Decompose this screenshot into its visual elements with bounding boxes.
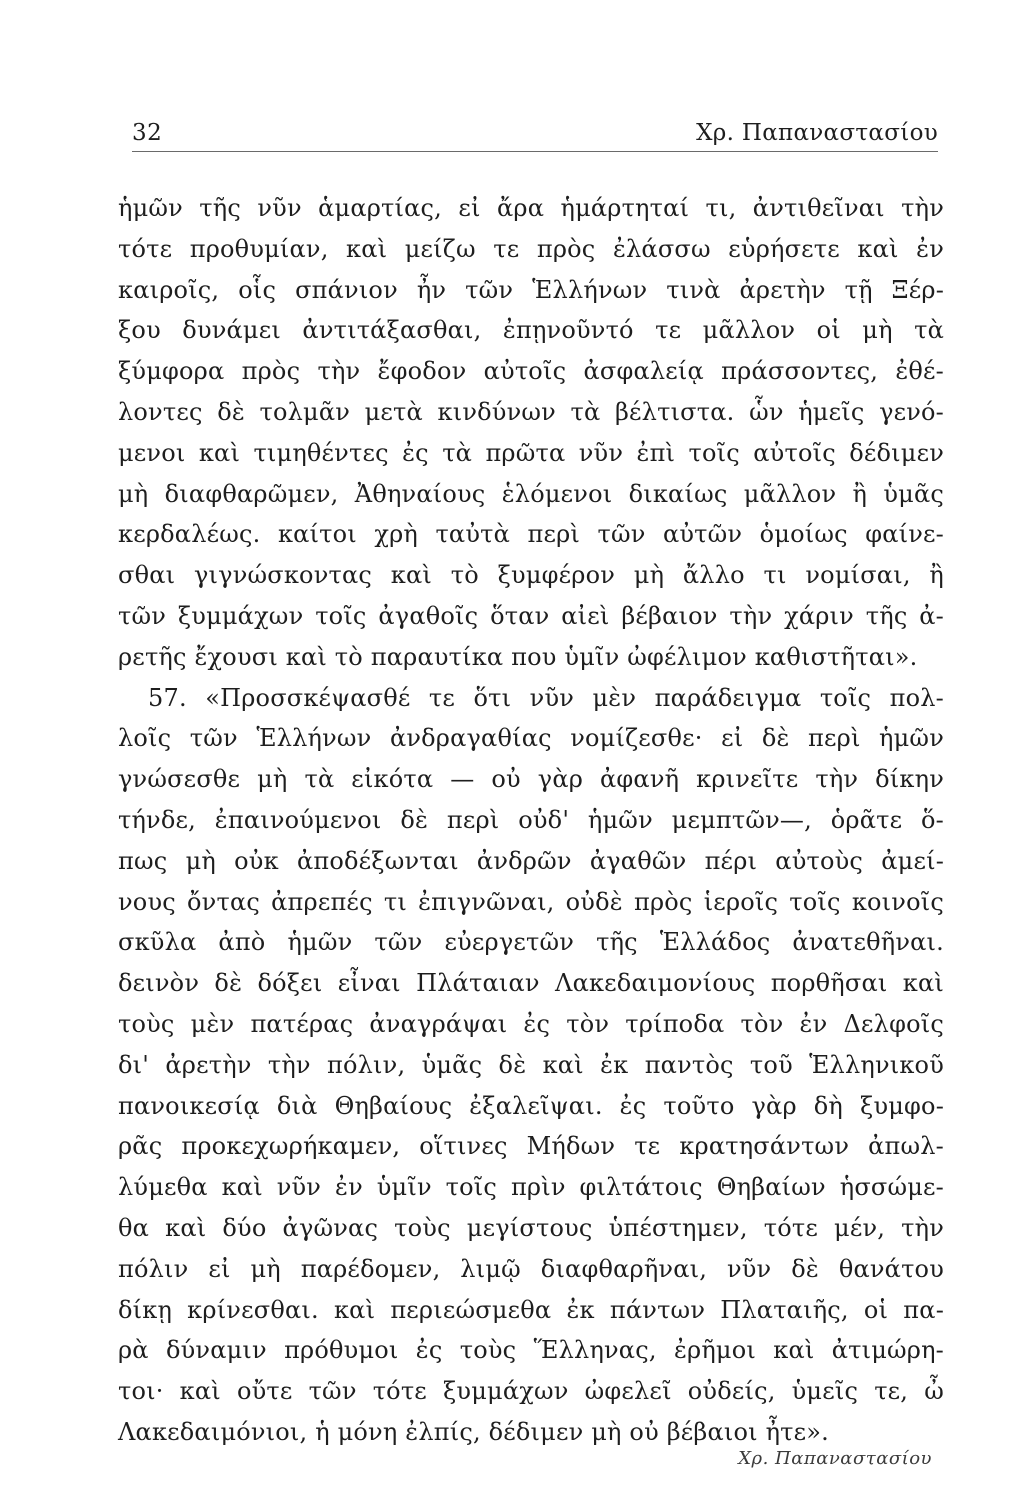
- text-line: ρὰ δύναμιν πρόθυμοι ἐς τοὺς Ἕλληνας, ἐρῆμοι καὶ ἀτιμώρη-: [118, 1336, 944, 1365]
- text-line: τοι· καὶ οὔτε τῶν τότε ξυμμάχων ὠφελεῖ οὐδείς, ὑμεῖς τε, ὦ: [118, 1377, 944, 1406]
- text-line: ξύμφορα πρὸς τὴν ἔφοδον αὐτοῖς ἀσφαλείᾳ πράσσοντες, ἐθέ-: [118, 357, 944, 386]
- text-line: γνώσεσθε μὴ τὰ εἰκότα — οὐ γὰρ ἀφανῆ κρινεῖτε τὴν δίκην: [118, 765, 944, 794]
- header-rule: [132, 151, 938, 152]
- text-line: τοὺς μὲν πατέρας ἀναγράψαι ἐς τὸν τρίποδα τὸν ἐν Δελφοῖς: [118, 1009, 944, 1038]
- page-number: 32: [132, 120, 163, 146]
- text-line: μενοι καὶ τιμηθέντες ἐς τὰ πρῶτα νῦν ἐπὶ τοῖς αὐτοῖς δέδιμεν: [118, 438, 944, 467]
- text-line: πως μὴ οὐκ ἀποδέξωνται ἀνδρῶν ἀγαθῶν πέρι αὐτοὺς ἀμεί-: [118, 846, 944, 875]
- text-line: σκῦλα ἀπὸ ἡμῶν τῶν εὐεργετῶν τῆς Ἑλλάδος ἀνατεθῆναι.: [118, 928, 944, 957]
- text-line: τῶν ξυμμάχων τοῖς ἀγαθοῖς ὅταν αἰεὶ βέβαιον τὴν χάριν τῆς ἀ-: [118, 601, 944, 630]
- text-line: ξου δυνάμει ἀντιτάξασθαι, ἐπῃνοῦντό τε μᾶλλον οἱ μὴ τὰ: [118, 316, 944, 345]
- body-text: [118, 188, 944, 1453]
- text-line: λύμεθα καὶ νῦν ἐν ὑμῖν τοῖς πρὶν φιλτάτοις Θηβαίων ἡσσώμε-: [118, 1173, 944, 1202]
- text-line: καιροῖς, οἷς σπάνιον ἦν τῶν Ἑλλήνων τινὰ ἀρετὴν τῇ Ξέρ-: [118, 275, 944, 304]
- text-line: λοῖς τῶν Ἑλλήνων ἀνδραγαθίας νομίζεσθε· εἰ δὲ περὶ ἡμῶν: [118, 724, 944, 753]
- text-line: πανοικεσίᾳ διὰ Θηβαίους ἐξαλεῖψαι. ἐς τοῦτο γὰρ δὴ ξυμφο-: [118, 1091, 944, 1120]
- text-line: δίκῃ κρίνεσθαι. καὶ περιεώσμεθα ἐκ πάντων Πλαταιῆς, οἱ πα-: [118, 1295, 944, 1324]
- text-line: λοντες δὲ τολμᾶν μετὰ κινδύνων τὰ βέλτιστα. ὧν ἡμεῖς γενό-: [118, 397, 944, 426]
- text-line: σθαι γιγνώσκοντας καὶ τὸ ξυμφέρον μὴ ἄλλο τι νομίσαι, ἢ: [118, 561, 944, 590]
- header-author: Χρ. Παπαναστασίου: [696, 120, 938, 146]
- text-line: ἡμῶν τῆς νῦν ἁμαρτίας, εἰ ἄρα ἡμάρτηταί τι, ἀντιθεῖναι τὴν: [118, 194, 944, 222]
- text-line: πόλιν εἰ μὴ παρέδομεν, λιμῷ διαφθαρῆναι, νῦν δὲ θανάτου: [118, 1254, 944, 1283]
- running-header: [132, 120, 938, 154]
- text-line: Λακεδαιμόνιοι, ἡ μόνη ἐλπίς, δέδιμεν μὴ οὐ βέβαιοι ἦτε».: [118, 1417, 829, 1446]
- text-line: κερδαλέως. καίτοι χρὴ ταὐτὰ περὶ τῶν αὐτῶν ὁμοίως φαίνε-: [118, 520, 944, 549]
- text-line: ρετῆς ἔχουσι καὶ τὸ παραυτίκα που ὑμῖν ὠφέλιμον καθιστῆται».: [118, 642, 918, 671]
- text-line: τότε προθυμίαν, καὶ μείζω τε πρὸς ἐλάσσω εὑρήσετε καὶ ἐν: [118, 234, 944, 263]
- text-line: ρᾶς προκεχωρήκαμεν, οἵτινες Μήδων τε κρατησάντων ἀπωλ-: [118, 1132, 944, 1161]
- paragraph-start-line: 57. «Προσσκέψασθέ τε ὅτι νῦν μὲν παράδειγμα τοῖς πολ-: [148, 683, 944, 712]
- text-line: τήνδε, ἐπαινούμενοι δὲ περὶ οὐδ' ἡμῶν μεμπτῶν—, ὁρᾶτε ὅ-: [118, 805, 944, 834]
- text-line: μὴ διαφθαρῶμεν, Ἀθηναίους ἑλόμενοι δικαίως μᾶλλον ἢ ὑμᾶς: [118, 479, 944, 508]
- text-line: δεινὸν δὲ δόξει εἶναι Πλάταιαν Λακεδαιμονίους πορθῆσαι καὶ: [118, 969, 944, 998]
- text-line: νους ὄντας ἀπρεπές τι ἐπιγνῶναι, οὐδὲ πρὸς ἱεροῖς τοῖς κοινοῖς: [118, 887, 944, 916]
- footer-signature: Χρ. Παπαναστασίου: [738, 1448, 932, 1469]
- text-line: δι' ἀρετὴν τὴν πόλιν, ὑμᾶς δὲ καὶ ἐκ παντὸς τοῦ Ἑλληνικοῦ: [118, 1050, 944, 1079]
- text-line: θα καὶ δύο ἀγῶνας τοὺς μεγίστους ὑπέστημεν, τότε μέν, τὴν: [118, 1213, 944, 1242]
